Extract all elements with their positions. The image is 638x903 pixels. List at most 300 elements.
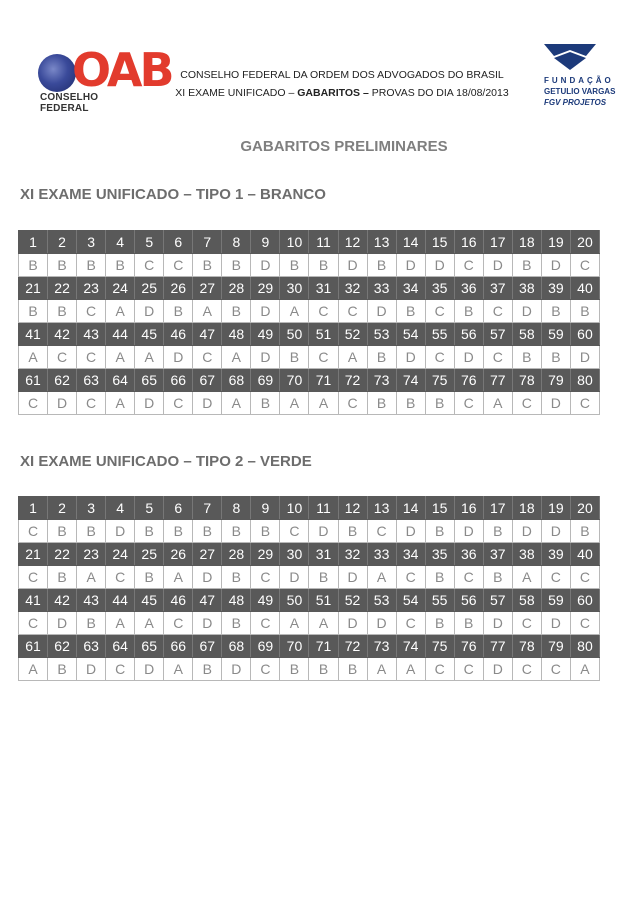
answer-cell: C [251, 658, 280, 681]
answer-cell: D [251, 254, 280, 277]
question-number-cell: 31 [309, 277, 338, 300]
answer-cell: D [164, 346, 193, 369]
question-number-cell: 3 [77, 231, 106, 254]
question-number-cell: 25 [135, 543, 164, 566]
question-number-cell: 8 [222, 231, 251, 254]
question-number-cell: 36 [454, 277, 483, 300]
fgv-logo-line-1: FUNDAÇÃO [544, 76, 614, 85]
answer-cell: C [309, 300, 338, 323]
question-number-cell: 69 [251, 369, 280, 392]
answer-cell: C [367, 520, 396, 543]
question-number-cell: 50 [280, 323, 309, 346]
question-number-cell: 10 [280, 497, 309, 520]
answer-cell: B [396, 392, 425, 415]
question-number-cell: 76 [454, 369, 483, 392]
answer-cell: C [570, 392, 599, 415]
question-number-cell: 77 [483, 369, 512, 392]
answer-cell: B [454, 300, 483, 323]
answer-cell: B [48, 254, 77, 277]
question-number-cell: 80 [570, 369, 599, 392]
section-title-tipo-1: XI EXAME UNIFICADO – TIPO 1 – BRANCO [20, 186, 326, 203]
question-number-cell: 21 [19, 543, 48, 566]
fgv-logo [540, 42, 620, 112]
question-number-cell: 12 [338, 497, 367, 520]
question-number-cell: 61 [19, 369, 48, 392]
answer-cell: B [19, 300, 48, 323]
question-number-cell: 18 [512, 497, 541, 520]
answer-cell: A [164, 658, 193, 681]
header-line-2-bold: GABARITOS – [297, 87, 369, 99]
answer-cell: B [396, 300, 425, 323]
question-number-cell: 35 [425, 277, 454, 300]
question-number-cell: 28 [222, 543, 251, 566]
question-number-cell: 31 [309, 543, 338, 566]
oab-logo-text: OAB [72, 43, 172, 97]
oab-logo [36, 43, 172, 114]
answer-cell: B [48, 300, 77, 323]
answer-cell: A [19, 346, 48, 369]
fgv-logo-line-2: GETULIO VARGAS [544, 87, 616, 96]
fgv-logo-line-3: FGV PROJETOS [544, 98, 607, 107]
question-number-cell: 47 [193, 589, 222, 612]
question-number-cell: 30 [280, 543, 309, 566]
question-number-cell: 4 [106, 497, 135, 520]
answer-cell: B [222, 300, 251, 323]
question-number-cell: 27 [193, 277, 222, 300]
question-number-cell: 4 [106, 231, 135, 254]
question-number-cell: 5 [135, 231, 164, 254]
answer-cell: D [135, 392, 164, 415]
question-number-cell: 49 [251, 589, 280, 612]
question-number-cell: 65 [135, 635, 164, 658]
answer-cell: B [222, 254, 251, 277]
answer-cell: D [541, 612, 570, 635]
page-title: GABARITOS PRELIMINARES [240, 138, 448, 155]
question-number-cell: 11 [309, 497, 338, 520]
question-number-cell: 52 [338, 323, 367, 346]
question-number-cell: 3 [77, 497, 106, 520]
question-number-cell: 54 [396, 323, 425, 346]
question-number-cell: 32 [338, 277, 367, 300]
question-number-cell: 60 [570, 323, 599, 346]
answer-cell: D [135, 300, 164, 323]
answer-cell: B [483, 566, 512, 589]
question-number-cell: 18 [512, 231, 541, 254]
question-number-cell: 57 [483, 323, 512, 346]
question-number-cell: 32 [338, 543, 367, 566]
question-number-cell: 79 [541, 635, 570, 658]
answer-cell: A [280, 392, 309, 415]
answer-row [19, 254, 600, 277]
answer-cell: B [222, 612, 251, 635]
answer-cell: C [164, 612, 193, 635]
answer-cell: C [77, 300, 106, 323]
answer-cell: B [19, 254, 48, 277]
answer-cell: B [222, 520, 251, 543]
answer-cell: C [396, 612, 425, 635]
answer-cell: B [280, 346, 309, 369]
question-number-cell: 54 [396, 589, 425, 612]
question-number-row [19, 277, 600, 300]
question-number-cell: 49 [251, 323, 280, 346]
question-number-cell: 19 [541, 231, 570, 254]
question-number-cell: 51 [309, 589, 338, 612]
answer-cell: B [164, 300, 193, 323]
answer-cell: C [338, 300, 367, 323]
answer-row [19, 300, 600, 323]
answer-cell: A [164, 566, 193, 589]
question-number-cell: 14 [396, 231, 425, 254]
answer-cell: B [280, 254, 309, 277]
answer-cell: B [541, 300, 570, 323]
question-number-cell: 74 [396, 635, 425, 658]
question-number-cell: 56 [454, 323, 483, 346]
question-number-cell: 71 [309, 369, 338, 392]
question-number-cell: 45 [135, 323, 164, 346]
answer-cell: B [425, 520, 454, 543]
question-number-cell: 50 [280, 589, 309, 612]
question-number-cell: 63 [77, 635, 106, 658]
answer-cell: B [193, 658, 222, 681]
question-number-cell: 73 [367, 369, 396, 392]
question-number-cell: 58 [512, 589, 541, 612]
question-number-cell: 59 [541, 323, 570, 346]
question-number-cell: 36 [454, 543, 483, 566]
answer-cell: B [48, 658, 77, 681]
question-number-row [19, 323, 600, 346]
question-number-row [19, 231, 600, 254]
answer-cell: D [512, 300, 541, 323]
page-header [0, 0, 638, 120]
question-number-cell: 56 [454, 589, 483, 612]
question-number-cell: 14 [396, 497, 425, 520]
question-number-row [19, 497, 600, 520]
question-number-cell: 70 [280, 635, 309, 658]
answer-cell: D [541, 520, 570, 543]
question-number-cell: 43 [77, 323, 106, 346]
answer-cell: B [251, 520, 280, 543]
question-number-cell: 29 [251, 277, 280, 300]
answer-cell: C [541, 566, 570, 589]
question-number-cell: 39 [541, 277, 570, 300]
question-number-cell: 68 [222, 635, 251, 658]
question-number-cell: 22 [48, 277, 77, 300]
question-number-cell: 33 [367, 277, 396, 300]
answer-cell: B [425, 566, 454, 589]
answer-cell: C [454, 566, 483, 589]
answer-cell: B [135, 566, 164, 589]
answer-cell: D [396, 520, 425, 543]
answer-cell: B [106, 254, 135, 277]
answer-cell: B [280, 658, 309, 681]
answer-row [19, 346, 600, 369]
question-number-cell: 23 [77, 277, 106, 300]
answer-cell: B [77, 254, 106, 277]
answer-cell: B [77, 520, 106, 543]
answer-cell: C [106, 566, 135, 589]
answer-cell: C [338, 392, 367, 415]
question-number-cell: 24 [106, 277, 135, 300]
answer-cell: C [77, 392, 106, 415]
answer-cell: C [570, 566, 599, 589]
question-number-cell: 17 [483, 497, 512, 520]
answer-cell: C [483, 346, 512, 369]
answer-cell: B [222, 566, 251, 589]
question-number-cell: 80 [570, 635, 599, 658]
answer-cell: A [106, 612, 135, 635]
answer-cell: C [454, 254, 483, 277]
question-number-cell: 9 [251, 497, 280, 520]
question-number-cell: 62 [48, 369, 77, 392]
answer-cell: D [193, 612, 222, 635]
answer-row [19, 520, 600, 543]
answer-table-tipo-2 [18, 496, 600, 681]
answer-cell: C [396, 566, 425, 589]
answer-cell: A [512, 566, 541, 589]
question-number-cell: 15 [425, 497, 454, 520]
answer-cell: C [48, 346, 77, 369]
question-number-cell: 13 [367, 497, 396, 520]
question-number-cell: 41 [19, 589, 48, 612]
question-number-cell: 28 [222, 277, 251, 300]
question-number-cell: 53 [367, 589, 396, 612]
question-number-cell: 1 [19, 497, 48, 520]
question-number-cell: 2 [48, 497, 77, 520]
answer-cell: B [77, 612, 106, 635]
question-number-cell: 7 [193, 497, 222, 520]
answer-cell: B [541, 346, 570, 369]
question-number-cell: 30 [280, 277, 309, 300]
answer-cell: C [19, 520, 48, 543]
answer-cell: D [483, 254, 512, 277]
answer-cell: C [280, 520, 309, 543]
answer-cell: C [570, 254, 599, 277]
answer-cell: A [193, 300, 222, 323]
question-number-row [19, 543, 600, 566]
question-number-cell: 27 [193, 543, 222, 566]
question-number-cell: 70 [280, 369, 309, 392]
answer-cell: A [106, 392, 135, 415]
answer-row [19, 566, 600, 589]
question-number-cell: 29 [251, 543, 280, 566]
answer-cell: D [367, 300, 396, 323]
answer-cell: B [367, 346, 396, 369]
answer-cell: D [251, 300, 280, 323]
answer-cell: A [367, 658, 396, 681]
question-number-cell: 23 [77, 543, 106, 566]
question-number-cell: 45 [135, 589, 164, 612]
question-number-cell: 16 [454, 231, 483, 254]
header-text [150, 66, 534, 102]
question-number-cell: 33 [367, 543, 396, 566]
answer-cell: B [512, 254, 541, 277]
question-number-cell: 38 [512, 543, 541, 566]
answer-cell: A [106, 346, 135, 369]
question-number-cell: 2 [48, 231, 77, 254]
answer-cell: A [367, 566, 396, 589]
answer-cell: D [48, 392, 77, 415]
answer-cell: A [309, 612, 338, 635]
fgv-emblem-icon [540, 42, 600, 72]
question-number-cell: 72 [338, 369, 367, 392]
answer-cell: A [280, 612, 309, 635]
question-number-cell: 71 [309, 635, 338, 658]
question-number-cell: 25 [135, 277, 164, 300]
answer-cell: C [164, 254, 193, 277]
answer-cell: C [512, 392, 541, 415]
answer-cell: D [193, 392, 222, 415]
question-number-cell: 67 [193, 635, 222, 658]
question-number-cell: 15 [425, 231, 454, 254]
answer-cell: D [222, 658, 251, 681]
answer-cell: C [512, 658, 541, 681]
question-number-cell: 55 [425, 589, 454, 612]
answer-cell: B [367, 254, 396, 277]
answer-cell: A [483, 392, 512, 415]
answer-cell: D [454, 520, 483, 543]
answer-cell: B [570, 520, 599, 543]
answer-cell: D [251, 346, 280, 369]
question-number-cell: 40 [570, 543, 599, 566]
question-number-cell: 72 [338, 635, 367, 658]
question-number-cell: 53 [367, 323, 396, 346]
question-number-cell: 69 [251, 635, 280, 658]
answer-cell: B [135, 520, 164, 543]
answer-cell: D [338, 254, 367, 277]
question-number-cell: 20 [570, 231, 599, 254]
header-line-2-pre: XI EXAME UNIFICADO – [175, 87, 298, 99]
question-number-cell: 9 [251, 231, 280, 254]
section-title-tipo-2: XI EXAME UNIFICADO – TIPO 2 – VERDE [20, 453, 312, 470]
question-number-row [19, 635, 600, 658]
answer-cell: C [454, 658, 483, 681]
answer-cell: B [425, 612, 454, 635]
answer-cell: C [309, 346, 338, 369]
question-number-cell: 48 [222, 323, 251, 346]
answer-cell: C [106, 658, 135, 681]
answer-cell: C [19, 392, 48, 415]
answer-cell: A [309, 392, 338, 415]
question-number-cell: 34 [396, 543, 425, 566]
answer-cell: D [570, 346, 599, 369]
question-number-row [19, 369, 600, 392]
question-number-cell: 20 [570, 497, 599, 520]
answer-cell: D [425, 254, 454, 277]
answer-cell: D [396, 254, 425, 277]
answer-cell: C [251, 612, 280, 635]
question-number-cell: 12 [338, 231, 367, 254]
answer-cell: C [454, 392, 483, 415]
answer-cell: D [541, 392, 570, 415]
answer-row [19, 658, 600, 681]
answer-cell: A [222, 392, 251, 415]
question-number-cell: 16 [454, 497, 483, 520]
answer-cell: C [425, 658, 454, 681]
answer-cell: A [19, 658, 48, 681]
question-number-cell: 8 [222, 497, 251, 520]
answer-row [19, 612, 600, 635]
answer-cell: B [164, 520, 193, 543]
question-number-cell: 64 [106, 369, 135, 392]
question-number-cell: 35 [425, 543, 454, 566]
question-number-cell: 62 [48, 635, 77, 658]
answer-cell: A [77, 566, 106, 589]
question-number-cell: 48 [222, 589, 251, 612]
question-number-cell: 24 [106, 543, 135, 566]
question-number-cell: 11 [309, 231, 338, 254]
question-number-cell: 66 [164, 369, 193, 392]
question-number-cell: 10 [280, 231, 309, 254]
answer-cell: C [570, 612, 599, 635]
answer-cell: B [367, 392, 396, 415]
answer-cell: D [338, 566, 367, 589]
answer-cell: D [77, 658, 106, 681]
answer-cell: D [454, 346, 483, 369]
header-line-1: CONSELHO FEDERAL DA ORDEM DOS ADVOGADOS DO BRASIL [180, 69, 504, 81]
answer-table-tipo-1 [18, 230, 600, 415]
answer-cell: A [280, 300, 309, 323]
question-number-cell: 34 [396, 277, 425, 300]
question-number-cell: 57 [483, 589, 512, 612]
answer-row [19, 392, 600, 415]
question-number-cell: 21 [19, 277, 48, 300]
answer-cell: D [280, 566, 309, 589]
question-number-cell: 67 [193, 369, 222, 392]
answer-cell: C [425, 346, 454, 369]
answer-cell: B [454, 612, 483, 635]
question-number-cell: 65 [135, 369, 164, 392]
question-number-cell: 52 [338, 589, 367, 612]
question-number-cell: 76 [454, 635, 483, 658]
question-number-cell: 26 [164, 277, 193, 300]
answer-cell: D [541, 254, 570, 277]
question-number-cell: 58 [512, 323, 541, 346]
answer-cell: A [338, 346, 367, 369]
answer-cell: D [483, 612, 512, 635]
answer-cell: A [570, 658, 599, 681]
answer-cell: C [77, 346, 106, 369]
answer-cell: B [512, 346, 541, 369]
answer-cell: C [193, 346, 222, 369]
question-number-cell: 42 [48, 323, 77, 346]
answer-cell: D [338, 612, 367, 635]
question-number-cell: 17 [483, 231, 512, 254]
question-number-cell: 77 [483, 635, 512, 658]
answer-cell: A [135, 612, 164, 635]
question-number-cell: 6 [164, 231, 193, 254]
question-number-cell: 66 [164, 635, 193, 658]
answer-cell: D [309, 520, 338, 543]
answer-cell: C [164, 392, 193, 415]
question-number-cell: 64 [106, 635, 135, 658]
question-number-cell: 40 [570, 277, 599, 300]
answer-cell: B [193, 520, 222, 543]
answer-cell: D [48, 612, 77, 635]
answer-cell: B [338, 658, 367, 681]
question-number-cell: 6 [164, 497, 193, 520]
answer-cell: A [396, 658, 425, 681]
question-number-cell: 43 [77, 589, 106, 612]
answer-cell: D [396, 346, 425, 369]
question-number-cell: 41 [19, 323, 48, 346]
answer-cell: D [106, 520, 135, 543]
answer-cell: B [425, 392, 454, 415]
answer-cell: B [570, 300, 599, 323]
question-number-cell: 37 [483, 543, 512, 566]
question-number-cell: 68 [222, 369, 251, 392]
header-line-2-post: PROVAS DO DIA 18/08/2013 [368, 87, 509, 99]
answer-cell: D [367, 612, 396, 635]
